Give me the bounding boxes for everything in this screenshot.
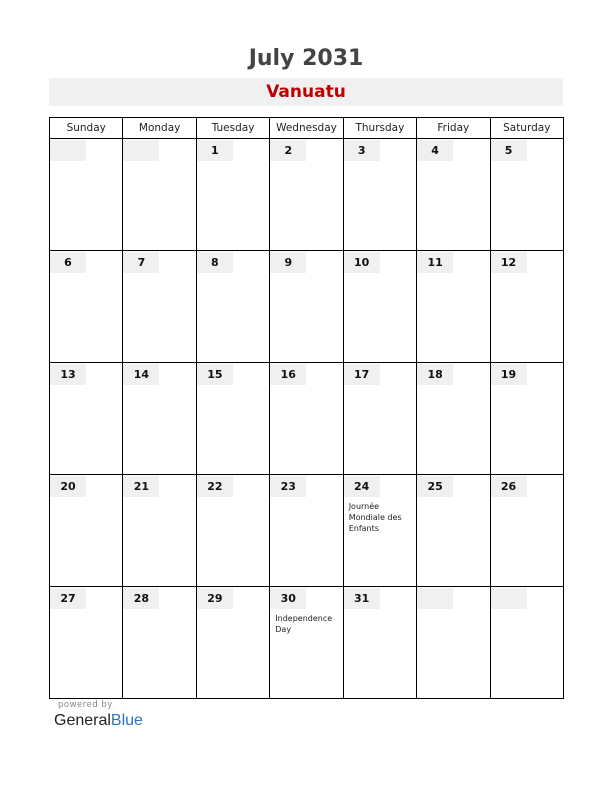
day-cell [490, 587, 563, 699]
week-row [50, 587, 564, 699]
weekday-header: Monday [123, 118, 196, 139]
day-number [123, 140, 159, 161]
day-cell [196, 475, 269, 587]
weekday-header-row [50, 118, 564, 139]
weekday-header: Tuesday [196, 118, 269, 139]
day-number: 10 [344, 252, 380, 273]
day-number: 30 [270, 588, 306, 609]
powered-by-label: powered by [58, 700, 113, 710]
day-number: 7 [123, 252, 159, 273]
day-number: 13 [50, 364, 86, 385]
day-number: 23 [270, 476, 306, 497]
day-number: 20 [50, 476, 86, 497]
day-cell [343, 251, 416, 363]
day-cell [196, 251, 269, 363]
day-number: 16 [270, 364, 306, 385]
day-cell [343, 475, 416, 587]
holiday-event: Journée Mondiale des Enfants [348, 502, 402, 533]
day-number: 3 [344, 140, 380, 161]
day-number: 12 [491, 252, 527, 273]
day-cell [490, 139, 563, 251]
day-number: 15 [197, 364, 233, 385]
day-cell [50, 587, 123, 699]
day-number: 31 [344, 588, 380, 609]
day-number: 8 [197, 252, 233, 273]
day-cell [196, 139, 269, 251]
week-row [50, 251, 564, 363]
holiday-event: Independence Day [275, 614, 333, 634]
day-number [417, 588, 453, 609]
day-cell [196, 587, 269, 699]
day-cell [270, 587, 343, 699]
country-name: Vanuatu [49, 78, 563, 106]
generalblue-logo[interactable] [54, 712, 143, 730]
day-cell [50, 363, 123, 475]
weekday-header: Saturday [490, 118, 563, 139]
day-number: 9 [270, 252, 306, 273]
day-cell [490, 251, 563, 363]
day-cell [123, 475, 196, 587]
day-cell [343, 587, 416, 699]
brand-blue: Blue [110, 712, 143, 729]
day-number: 26 [491, 476, 527, 497]
day-number [491, 588, 527, 609]
day-number: 2 [270, 140, 306, 161]
day-cell [50, 475, 123, 587]
day-number: 1 [197, 140, 233, 161]
day-number: 5 [491, 140, 527, 161]
day-number: 25 [417, 476, 453, 497]
day-number: 27 [50, 588, 86, 609]
day-cell [417, 251, 490, 363]
week-row [50, 475, 564, 587]
day-cell [417, 587, 490, 699]
day-cell [343, 363, 416, 475]
day-cell [123, 251, 196, 363]
weekday-header: Thursday [343, 118, 416, 139]
day-cell [50, 139, 123, 251]
day-cell [270, 251, 343, 363]
week-row [50, 139, 564, 251]
day-cell [270, 139, 343, 251]
brand-general: General [54, 712, 111, 729]
day-number: 14 [123, 364, 159, 385]
day-cell [123, 363, 196, 475]
day-number: 19 [491, 364, 527, 385]
day-number: 22 [197, 476, 233, 497]
day-cell [50, 251, 123, 363]
day-number: 29 [197, 588, 233, 609]
page-title: July 2031 [248, 46, 364, 71]
day-number: 24 [344, 476, 380, 497]
day-number [50, 140, 86, 161]
day-number: 17 [344, 364, 380, 385]
day-cell [196, 363, 269, 475]
day-cell [343, 139, 416, 251]
week-row [50, 363, 564, 475]
day-number: 11 [417, 252, 453, 273]
day-cell [490, 475, 563, 587]
day-cell [417, 475, 490, 587]
day-number: 18 [417, 364, 453, 385]
day-cell [270, 363, 343, 475]
day-number: 4 [417, 140, 453, 161]
weekday-header: Sunday [50, 118, 123, 139]
day-cell [123, 587, 196, 699]
day-cell [490, 363, 563, 475]
day-cell [123, 139, 196, 251]
day-cell [417, 363, 490, 475]
day-number: 28 [123, 588, 159, 609]
weekday-header: Wednesday [270, 118, 343, 139]
day-cell [270, 475, 343, 587]
day-cell [417, 139, 490, 251]
day-number: 6 [50, 252, 86, 273]
day-number: 21 [123, 476, 159, 497]
weekday-header: Friday [417, 118, 490, 139]
calendar-grid [49, 117, 564, 699]
